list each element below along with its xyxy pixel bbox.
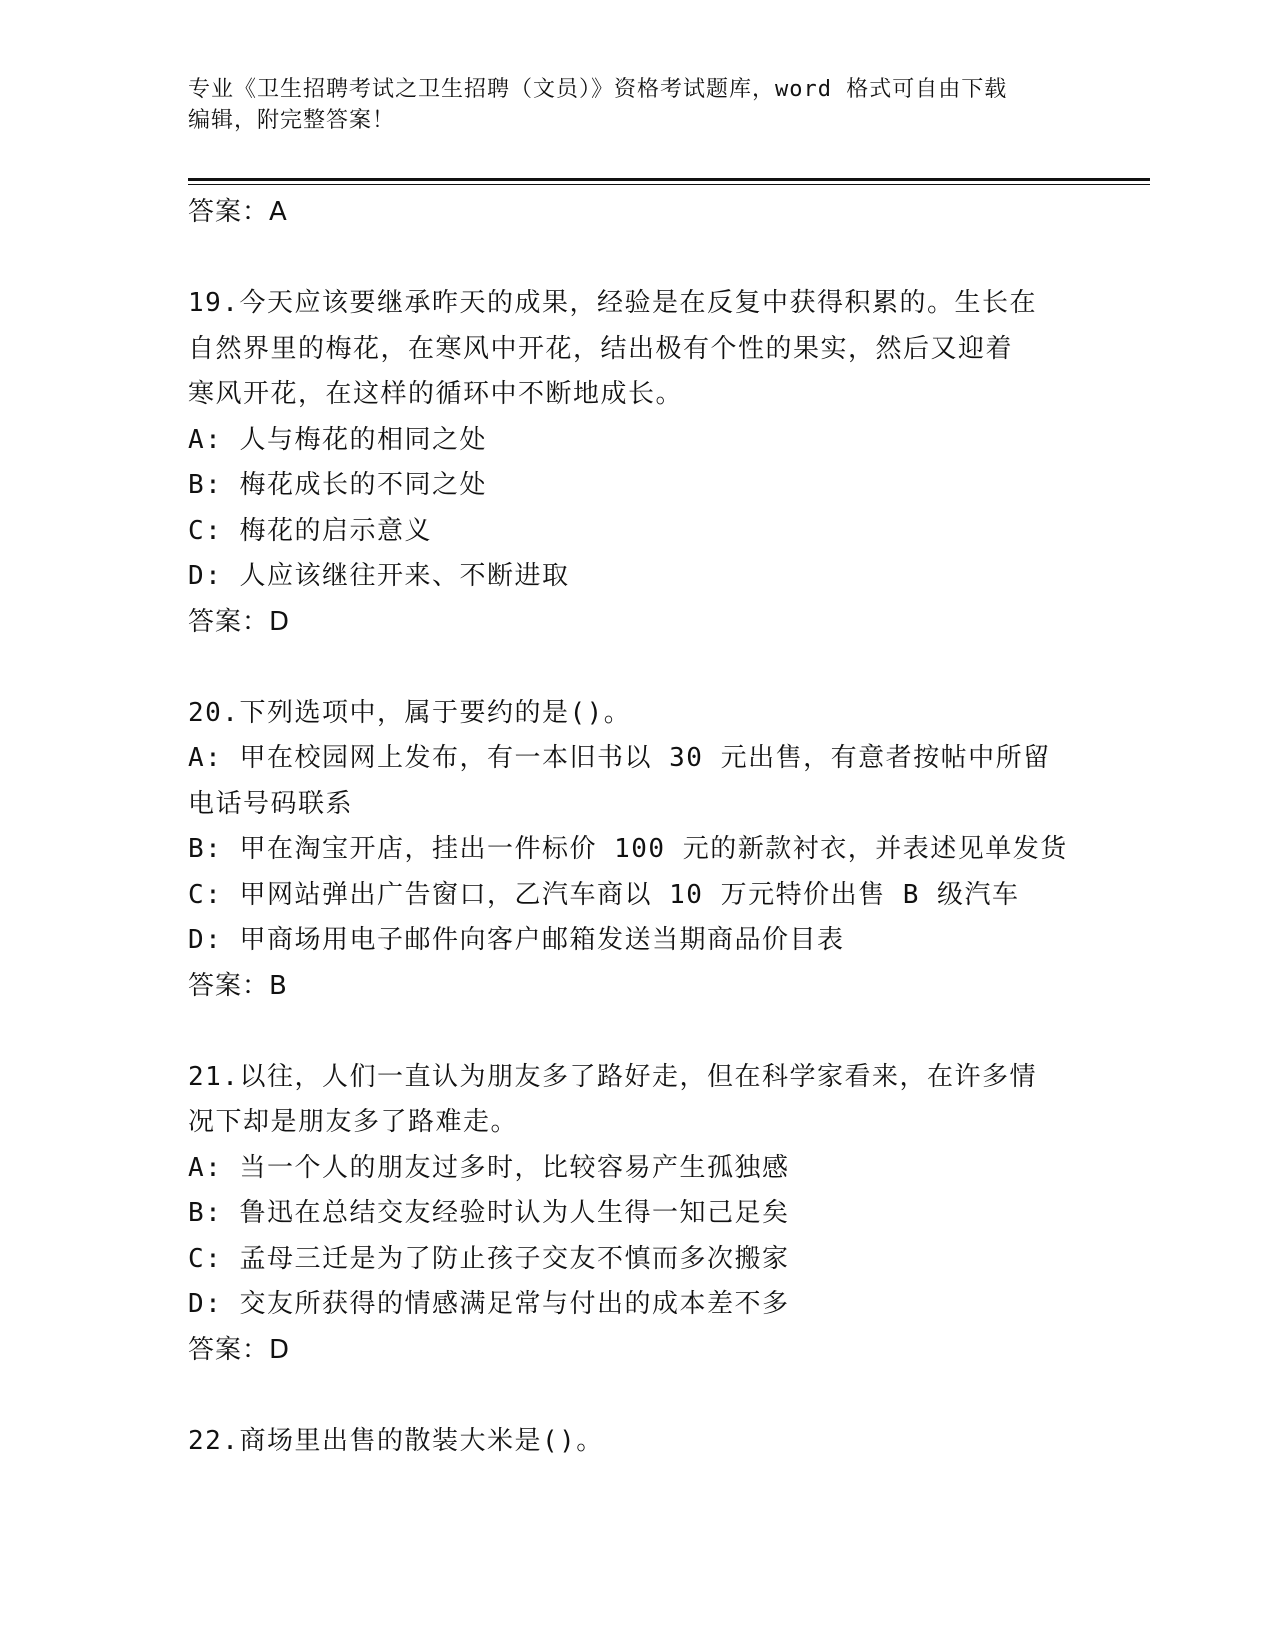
- option-d: D: 交友所获得的情感满足常与付出的成本差不多: [188, 1289, 790, 1319]
- header-line: 编辑，附完整答案！: [188, 108, 396, 133]
- option-d: D: 甲商场用电子邮件向客户邮箱发送当期商品价目表: [188, 925, 845, 955]
- question-list: [188, 190, 1088, 1464]
- question-item: [188, 281, 1088, 645]
- option-a: A: 当一个人的朋友过多时，比较容易产生孤独感: [188, 1152, 790, 1183]
- answer-line: 答案：B: [188, 970, 288, 1001]
- option-a-continued: 电话号码联系: [188, 788, 354, 819]
- spacer: [188, 645, 1088, 691]
- option-b: B: 梅花成长的不同之处: [188, 470, 487, 500]
- answer-line: 答案：A: [188, 197, 288, 227]
- question-item: [188, 691, 1088, 1010]
- question-stem: 寒风开花，在这样的循环中不断地成长。: [188, 379, 684, 409]
- question-item: [188, 1055, 1088, 1374]
- question-stem: 21.以往，人们一直认为朋友多了路好走，但在科学家看来，在许多情: [188, 1061, 1037, 1092]
- option-a: A: 甲在校园网上发布，有一本旧书以 30 元出售，有意者按帖中所留: [188, 743, 1051, 773]
- option-c: C: 孟母三迁是为了防止孩子交友不慎而多次搬家: [188, 1243, 790, 1274]
- header-rule: [188, 178, 1150, 181]
- option-c: C: 梅花的启示意义: [188, 515, 432, 546]
- option-b: B: 鲁迅在总结交友经验时认为人生得一知己足矣: [188, 1198, 790, 1228]
- question-stem: 19.今天应该要继承昨天的成果，经验是在反复中获得积累的。生长在: [188, 288, 1037, 318]
- option-a: A: 人与梅花的相同之处: [188, 424, 487, 455]
- spacer: [188, 1009, 1088, 1055]
- spacer: [188, 1373, 1088, 1419]
- option-d: D: 人应该继往开来、不断进取: [188, 561, 570, 591]
- answer-line: 答案：D: [188, 606, 291, 637]
- question-stem: 20.下列选项中，属于要约的是()。: [188, 697, 632, 728]
- spacer: [188, 236, 1088, 282]
- page-header: [188, 74, 1088, 136]
- header-rule-thin: [188, 184, 1150, 185]
- question-stem: 22.商场里出售的散装大米是()。: [188, 1425, 604, 1456]
- question-stem: 况下却是朋友多了路难走。: [188, 1107, 519, 1137]
- option-b: B: 甲在淘宝开店，挂出一件标价 100 元的新款衬衣，并表述见单发货: [188, 834, 1068, 864]
- option-c: C: 甲网站弹出广告窗口，乙汽车商以 10 万元特价出售 B 级汽车: [188, 879, 1020, 910]
- header-line: 专业《卫生招聘考试之卫生招聘（文员）》资格考试题库，word 格式可自由下载: [188, 77, 1008, 102]
- question-item: [188, 1419, 1088, 1465]
- question-stem: 自然界里的梅花，在寒风中开花，结出极有个性的果实，然后又迎着: [188, 333, 1014, 364]
- answer-line: 答案：D: [188, 1334, 291, 1365]
